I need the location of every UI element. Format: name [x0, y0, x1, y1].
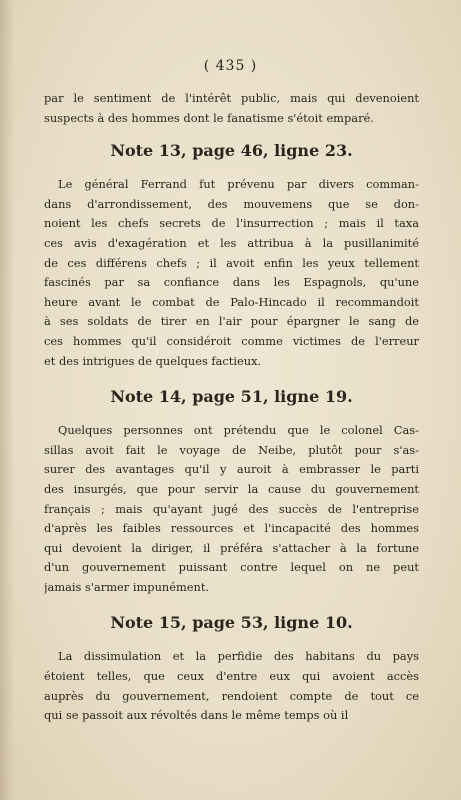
text-line: surer des avantages qu'il y auroit à embrasser le parti: [44, 462, 419, 477]
note-heading-13: Note 13, page 46, ligne 23.: [110, 141, 353, 161]
paragraph-continuation: [44, 89, 419, 128]
text-line: ces avis d'exagération et les attribua à la pusillanimité: [44, 235, 419, 250]
text-line: Le général Ferrand fut prévenu par divers comman-: [58, 177, 419, 192]
text-line: étoient telles, que ceux d'entre eux qui avoient accès: [44, 669, 419, 684]
text-line: fascinés par sa confiance dans les Espagnols, qu'une: [44, 275, 419, 290]
text-line: jamais s'armer impunément.: [44, 579, 210, 594]
note-heading-15: Note 15, page 53, ligne 10.: [110, 613, 353, 633]
text-line: à ses soldats de tirer en l'air pour épargner le sang de: [44, 314, 419, 329]
paragraph-note-13: [44, 175, 419, 371]
text-line: par le sentiment de l'intérêt public, mais qui devenoient: [44, 91, 419, 105]
text-line: noient les chefs secrets de l'insurrection ; mais il taxa: [44, 216, 419, 231]
text-line: et des intrigues de quelques factieux.: [44, 353, 262, 368]
text-line: ces hommes qu'il considéroit comme victimes de l'erreur: [44, 333, 419, 348]
text-line: qui devoient la diriger, il préféra s'attacher à la fortune: [44, 540, 419, 555]
text-line: qui se passoit aux révoltés dans le même temps où il: [44, 708, 349, 723]
text-line: d'un gouvernement puissant contre lequel on ne peut: [44, 560, 419, 575]
paragraph-note-15: [44, 647, 419, 725]
text-line: auprès du gouvernement, rendoient compte de tout ce: [44, 688, 419, 703]
paragraph-note-14: [44, 421, 419, 597]
text-line: heure avant le combat de Palo-Hincado il recommandoit: [44, 294, 419, 309]
text-line: français ; mais qu'ayant jugé des succès de l'entreprise: [44, 501, 419, 516]
text-line: d'après les faibles ressources et l'incapacité des hommes: [44, 521, 419, 536]
text-line: La dissimulation et la perfidie des habitans du pays: [58, 649, 419, 664]
text-line: de ces différens chefs ; il avoit enfin les yeux tellement: [44, 255, 419, 270]
note-heading-14: Note 14, page 51, ligne 19.: [110, 387, 353, 407]
page-number: ( 435 ): [203, 58, 258, 74]
text-line: sillas avoit fait le voyage de Neibe, plutôt pour s'as-: [44, 442, 419, 457]
text-line: suspects à des hommes dont le fanatisme s'étoit emparé.: [44, 110, 374, 125]
text-line: des insurgés, que pour servir la cause du gouvernement: [44, 481, 419, 496]
page-content: [44, 58, 419, 726]
text-line: Quelques personnes ont prétendu que le colonel Cas-: [58, 423, 419, 438]
text-line: dans d'arrondissement, des mouvemens que se don-: [44, 196, 419, 211]
